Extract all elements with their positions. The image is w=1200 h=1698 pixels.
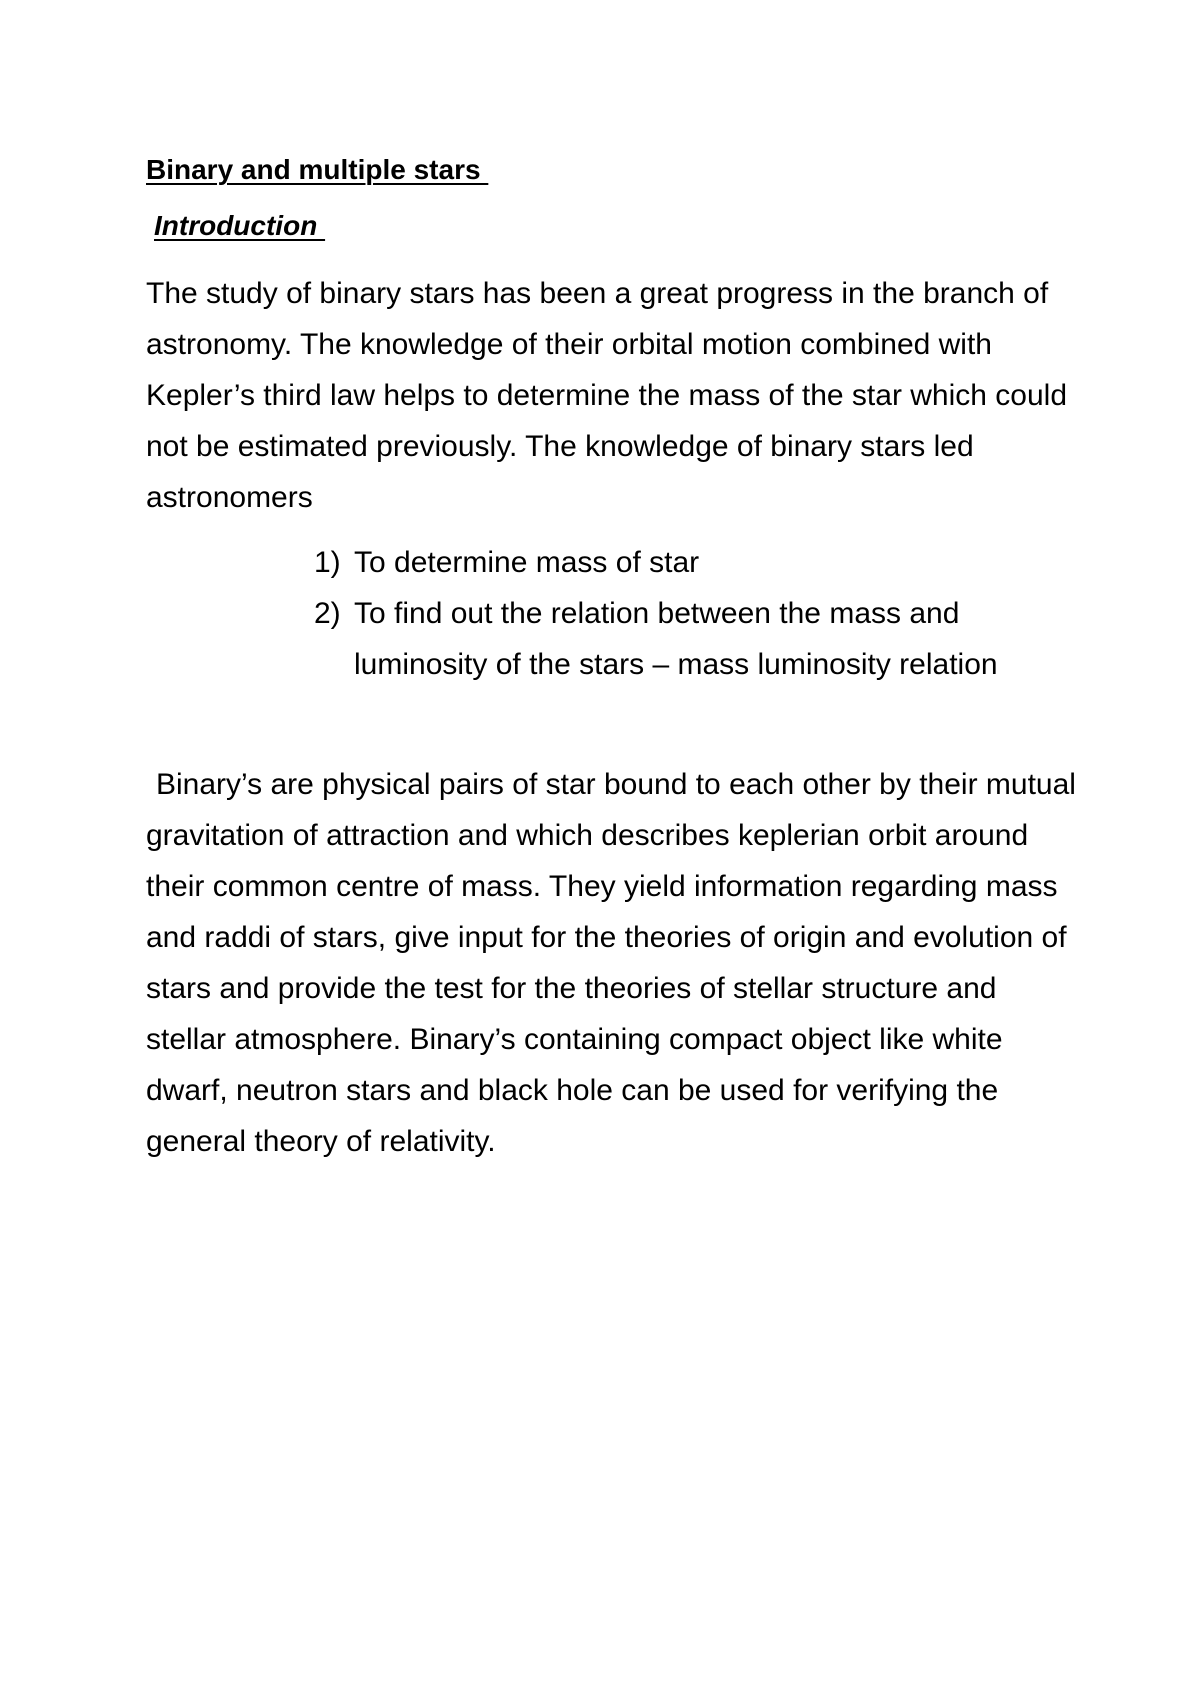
document-title: Binary and multiple stars <box>146 154 489 185</box>
list-item <box>314 537 1076 588</box>
document-content <box>146 148 1076 1167</box>
binary-definition-paragraph: Binary’s are physical pairs of star bound to each other by their mutual gravitation of attraction and which describes keplerian orbit around their common centre of mass. They yield information regarding mass and raddi of stars, give input for the theories of origin and evolution of stars and provide the test for the theories of stellar structure and stellar atmosphere. Binary’s containing compact object like white dwarf, neutron stars and black hole can be used for verifying the general theory of relativity. <box>146 768 1076 1158</box>
list-item-text: To find out the relation between the mass and luminosity of the stars – mass luminosity relation <box>354 597 998 681</box>
intro-paragraph: The study of binary stars has been a great progress in the branch of astronomy. The knowledge of their orbital motion combined with Kepler’s third law helps to determine the mass of the star which could not be estimated previously. The knowledge of binary stars led astronomers <box>146 277 1068 514</box>
list-item-text: To determine mass of star <box>354 546 700 579</box>
list-item-number: 2) <box>314 597 341 630</box>
section-heading-introduction: Introduction <box>154 210 326 241</box>
list-item <box>314 588 1076 690</box>
list-item-number: 1) <box>314 546 341 579</box>
numbered-list <box>146 537 1076 690</box>
